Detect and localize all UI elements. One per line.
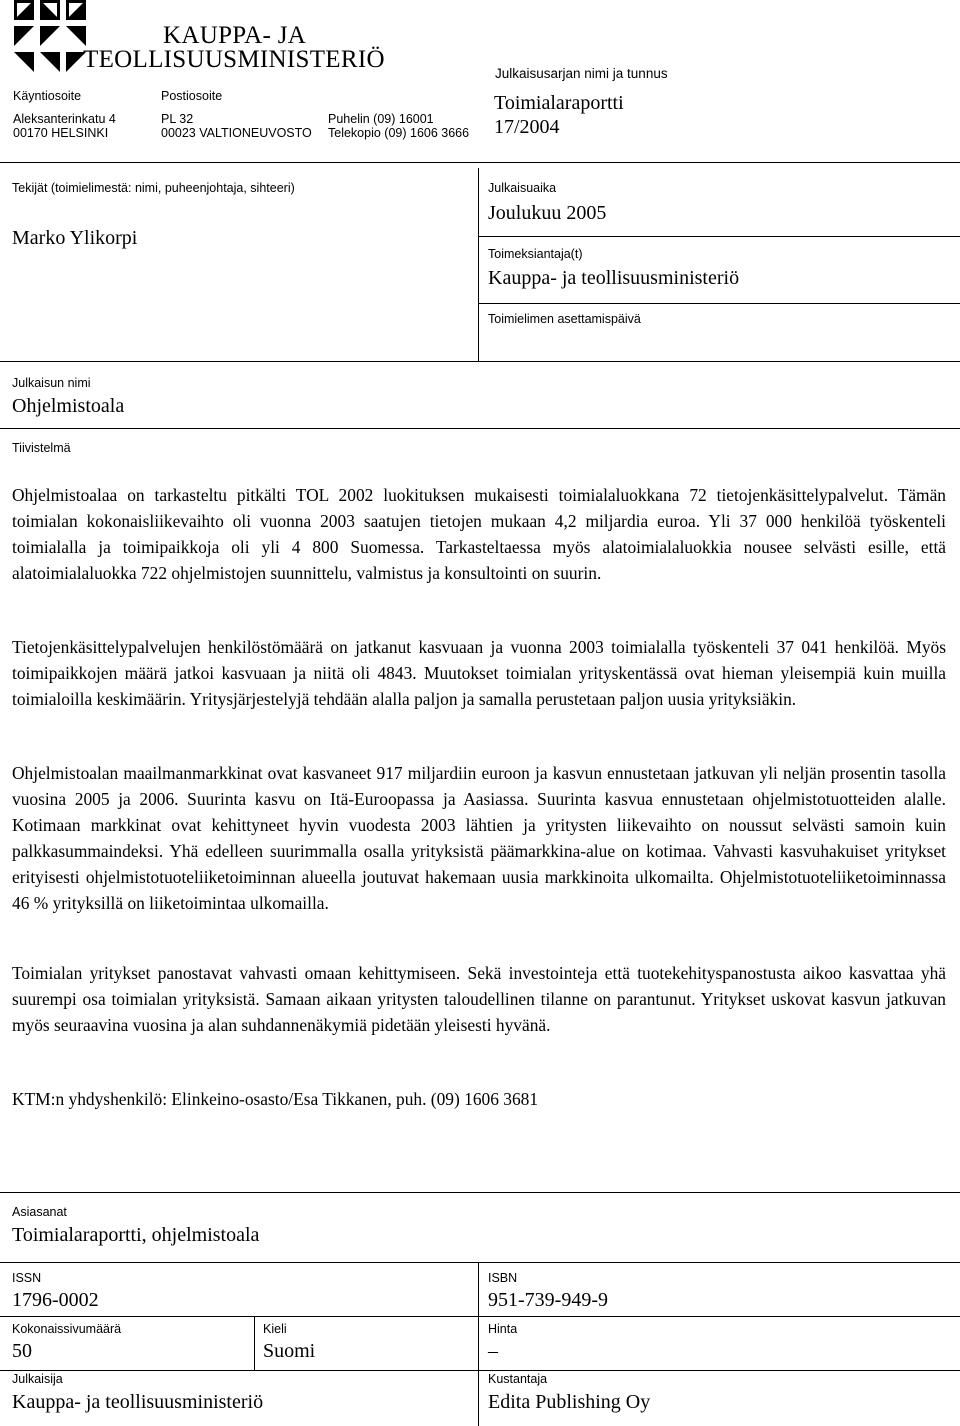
summary-paragraph-4: Toimialan yritykset panostavat vahvasti omaan kehittymiseen. Sekä investointeja että tuotekehityspanostusta aikoo kasvattaa yhä suurempi osa toimialan yrityksistä. Samaan aikaan yritysten taloudellinen tilanne on parantunut. Yritykset uskovat kasvun jatkuvan myös seuraavina vuosina ja alan suhdannenäkymiä pidetään yleisesti hyvänä. bbox=[12, 963, 946, 1035]
issn-value: 1796-0002 bbox=[12, 1289, 99, 1311]
title-label: Julkaisun nimi bbox=[12, 376, 91, 390]
issn-label: ISSN bbox=[12, 1271, 42, 1285]
keywords-divider bbox=[0, 1262, 960, 1263]
summary-label: Tiivistelmä bbox=[12, 441, 71, 455]
pub-date-label: Julkaisuaika bbox=[488, 181, 557, 195]
issn-divider bbox=[0, 1316, 960, 1317]
price-value: – bbox=[488, 1340, 498, 1362]
summary-bottom-divider bbox=[0, 1192, 960, 1193]
authors-label: Tekijät (toimielimestä: nimi, puheenjohtaja, sihteeri) bbox=[12, 181, 295, 195]
series-name: Toimialaraportti bbox=[494, 92, 624, 114]
title-divider bbox=[0, 428, 960, 429]
title-value: Ohjelmistoala bbox=[12, 395, 125, 417]
pages-divider bbox=[0, 1370, 960, 1371]
price-label: Hinta bbox=[488, 1322, 518, 1336]
publisher-label: Julkaisija bbox=[12, 1372, 63, 1386]
language-value: Suomi bbox=[263, 1340, 316, 1362]
isbn-value: 951-739-949-9 bbox=[488, 1289, 608, 1311]
fax-number: Telekopio (09) 1606 3666 bbox=[328, 126, 470, 140]
contact-person: KTM:n yhdyshenkilö: Elinkeino-osasto/Esa Tikkanen, puh. (09) 1606 3681 bbox=[12, 1089, 539, 1109]
ministry-name-line2: TEOLLISUUSMINISTERIÖ bbox=[83, 46, 385, 73]
distributor-label: Kustantaja bbox=[488, 1372, 548, 1386]
publisher-value: Kauppa- ja teollisuusministeriö bbox=[12, 1391, 264, 1413]
upper-section-bottom bbox=[0, 361, 960, 362]
upper-section-divider bbox=[478, 168, 479, 361]
pub-date-value: Joulukuu 2005 bbox=[488, 202, 607, 224]
postal-address-line2: 00023 VALTIONEUVOSTO bbox=[161, 126, 312, 140]
pages-value: 50 bbox=[12, 1340, 32, 1362]
series-label: Julkaisusarjan nimi ja tunnus bbox=[495, 66, 668, 81]
distributor-value: Edita Publishing Oy bbox=[488, 1391, 651, 1413]
pub-date-divider bbox=[478, 236, 960, 237]
ministry-name-line1: KAUPPA- JA bbox=[163, 22, 307, 49]
language-label: Kieli bbox=[263, 1322, 287, 1336]
commissioner-divider bbox=[478, 303, 960, 304]
commissioner-value: Kauppa- ja teollisuusministeriö bbox=[488, 267, 740, 289]
summary-paragraph-1: Ohjelmistoalaa on tarkasteltu pitkälti TOL 2002 luokituksen mukaisesti toimialaluokkana 72 tietojenkäsittelypalvelut. Tämän toimialan kokonaisliikevaihto oli vuonna 2003 saatujen tietojen mukaan 4,2 miljardia euroa. Yli 37 000 henkilöä työskenteli toimialalla ja toimipaikkoja oli yli 4 800 Suomessa. Tarkasteltaessa myös alatoimialaluokkia nousee selvästi esille, että alatoimialaluokka 722 ohjelmistojen suunnittelu, valmistus ja konsultointi on suurin. bbox=[12, 485, 946, 583]
visiting-address-line1: Aleksanterinkatu 4 bbox=[13, 112, 116, 126]
established-label: Toimielimen asettamispäivä bbox=[488, 312, 641, 326]
commissioner-label: Toimeksiantaja(t) bbox=[488, 247, 583, 261]
visiting-address-line2: 00170 HELSINKI bbox=[13, 126, 109, 140]
postal-address-line1: PL 32 bbox=[161, 112, 194, 126]
pages-language-divider bbox=[254, 1316, 255, 1370]
visiting-address-label: Käyntiosoite bbox=[13, 89, 82, 103]
authors-value: Marko Ylikorpi bbox=[12, 227, 138, 249]
pages-label: Kokonaissivumäärä bbox=[12, 1322, 122, 1336]
keywords-label: Asiasanat bbox=[12, 1205, 67, 1219]
isbn-label: ISBN bbox=[488, 1271, 518, 1285]
series-number: 17/2004 bbox=[494, 116, 560, 138]
header-divider bbox=[0, 162, 960, 163]
phone-number: Puhelin (09) 16001 bbox=[328, 112, 434, 126]
postal-address-label: Postiosoite bbox=[161, 89, 223, 103]
bottom-section-divider bbox=[478, 1262, 479, 1426]
summary-paragraph-2: Tietojenkäsittelypalvelujen henkilöstömäärä on jatkanut kasvuaan ja vuonna 2003 toimialalla työskenteli 37 041 henkilöä. Myös toimipaikkojen määrä jatkoi kasvuaan ja niitä oli 4843. Muutokset toimialan yrityskentässä ovat hieman yleisempiä kuin muilla toimialoilla keskimäärin. Yritysjärjestelyjä tehdään alalla paljon ja samalla perustetaan paljon uusia yrityksiäkin. bbox=[12, 637, 946, 709]
summary-paragraph-3: Ohjelmistoalan maailmanmarkkinat ovat kasvaneet 917 miljardiin euroon ja kasvun ennustetaan jatkuvan yli neljän prosentin tasolla vuosina 2005 ja 2006. Suurinta kasvu on Itä-Euroopassa ja Aasiassa. Suurinta kasvua ennustetaan ohjelmistotuotteiden alalle. Kotimaan markkinat ovat kehittyneet hyvin vuodesta 2003 lähtien ja yritysten liikevaihto on noussut selvästi samoin kuin palkkasummaindeksi. Yhä edelleen suurimmalla osalla yrityksistä päämarkkina-alue on kotimaa. Vahvasti kasvuhakuiset yritykset erityisesti ohjelmistotuoteliiketoiminnan alueella joutuvat hakemaan uusia markkinoita ulkomailta. Ohjelmistotuoteliiketoiminnassa 46 % yrityksillä on liiketoimintaa ulkomailla. bbox=[12, 763, 946, 913]
keywords-value: Toimialaraportti, ohjelmistoala bbox=[12, 1224, 260, 1246]
ministry-logo-icon bbox=[14, 0, 94, 78]
